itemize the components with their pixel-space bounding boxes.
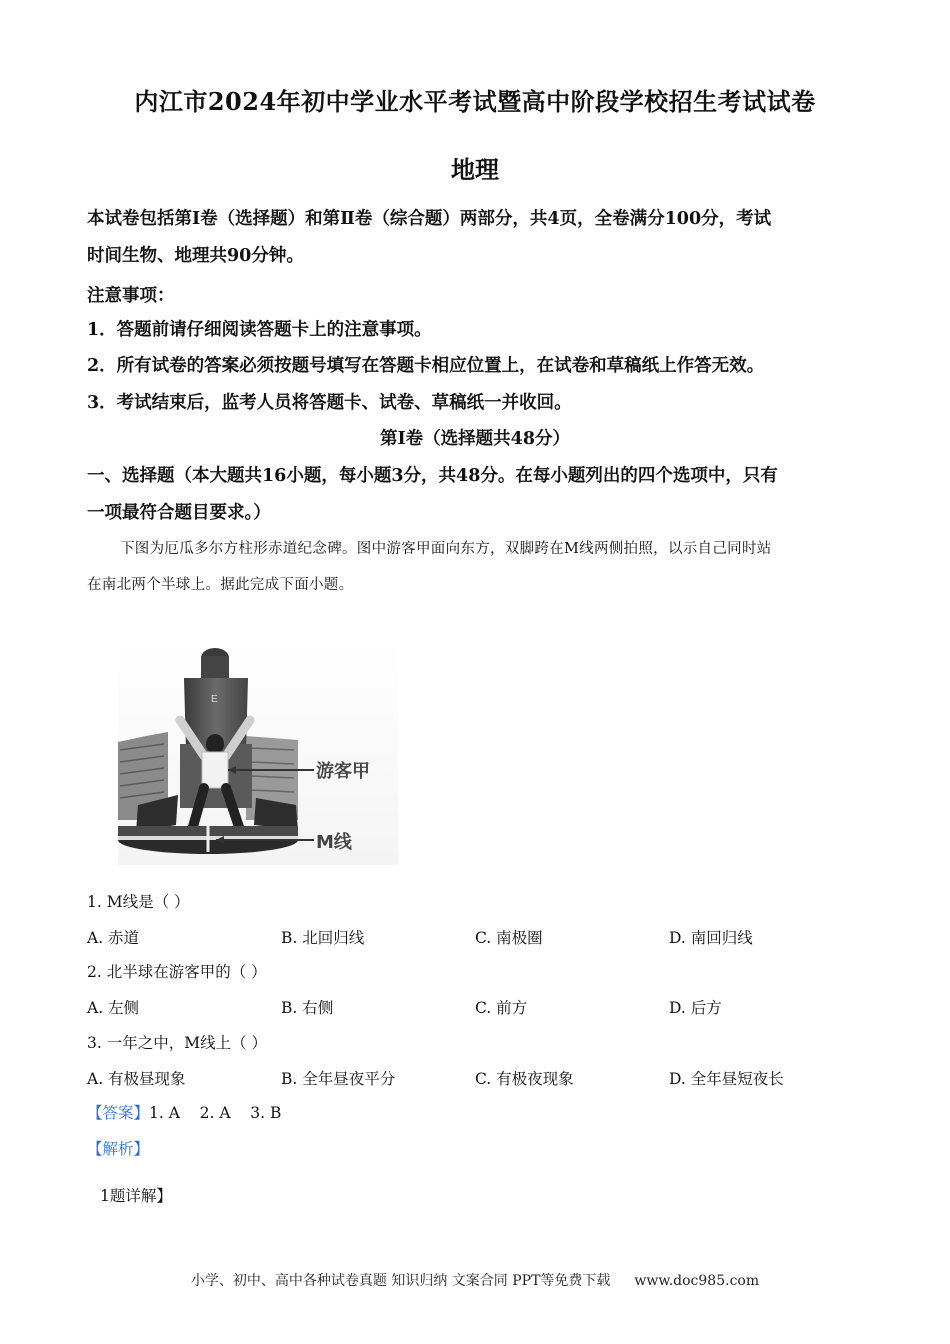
note-item-3: 3．考试结束后，监考人员将答题卡、试卷、草稿纸一并收回。 — [87, 393, 572, 413]
question-2-stem: 2. 北半球在游客甲的（ ） — [87, 963, 267, 981]
section-title: 第Ⅰ卷（选择题共48分） — [379, 429, 571, 449]
question-1-option-c: C. 南极圈 — [475, 929, 543, 947]
exam-title: 内江市2024年初中学业水平考试暨高中阶段学校招生考试试卷 — [134, 87, 816, 116]
question-3-stem: 3. 一年之中，M线上（ ） — [87, 1034, 268, 1052]
part-instruction-1: 一、选择题（本大题共16小题，每小题3分，共48分。在每小题列出的四个选项中，只有 — [87, 466, 778, 486]
passage-line-2: 在南北两个半球上。据此完成下面小题。 — [87, 577, 354, 593]
question-1-option-a: A. 赤道 — [87, 929, 140, 947]
question-3-option-c: C. 有极夜现象 — [475, 1070, 574, 1088]
subject-title: 地理 — [451, 155, 499, 184]
question-1-stem: 1. M线是（ ） — [87, 893, 190, 911]
answer-text: 1. A 2. A 3. B — [149, 1104, 282, 1122]
page-footer — [0, 1270, 950, 1290]
question-1-option-d: D. 南回归线 — [669, 929, 753, 947]
question-2-option-d: D. 后方 — [669, 999, 722, 1017]
footer-text: 小学、初中、高中各种试卷真题 知识归纳 文案合同 PPT等免费下载 — [190, 1273, 611, 1289]
answer-line — [87, 1101, 281, 1123]
question-2-option-b: B. 右侧 — [281, 999, 334, 1017]
monument-photo — [118, 640, 398, 865]
question-1-option-b: B. 北回归线 — [281, 929, 365, 947]
note-item-2: 2．所有试卷的答案必须按题号填写在答题卡相应位置上，在试卷和草稿纸上作答无效。 — [87, 356, 765, 376]
tourist-label: 游客甲 — [316, 761, 370, 782]
m-line-label: M线 — [316, 832, 352, 853]
question-2-option-c: C. 前方 — [475, 999, 528, 1017]
pillar-letter: E — [211, 694, 218, 705]
intro-line-1: 本试卷包括第Ⅰ卷（选择题）和第Ⅱ卷（综合题）两部分，共4页，全卷满分100分，考试 — [87, 209, 772, 229]
intro-line-2: 时间生物、地理共90分钟。 — [87, 246, 304, 266]
monument-figure — [118, 640, 398, 865]
part-instruction-2: 一项最符合题目要求。） — [87, 503, 271, 523]
notes-heading: 注意事项： — [87, 286, 175, 306]
analysis-line — [87, 1137, 149, 1159]
note-item-1: 1．答题前请仔细阅读答题卡上的注意事项。 — [87, 320, 432, 340]
question-3-option-b: B. 全年昼夜平分 — [281, 1070, 396, 1088]
analysis-tag: 【解析】 — [87, 1140, 150, 1158]
footer-url[interactable]: www.doc985.com — [634, 1273, 760, 1289]
question-2-option-a: A. 左侧 — [87, 999, 140, 1017]
answer-tag: 【答案】 — [87, 1104, 150, 1122]
analysis-detail: 1题详解】 — [100, 1187, 172, 1205]
question-3-option-d: D. 全年昼短夜长 — [669, 1070, 784, 1088]
passage-line-1: 下图为厄瓜多尔方柱形赤道纪念碑。图中游客甲面向东方，双脚跨在M线两侧拍照，以示自己同时站 — [120, 541, 772, 557]
question-3-option-a: A. 有极昼现象 — [87, 1070, 186, 1088]
